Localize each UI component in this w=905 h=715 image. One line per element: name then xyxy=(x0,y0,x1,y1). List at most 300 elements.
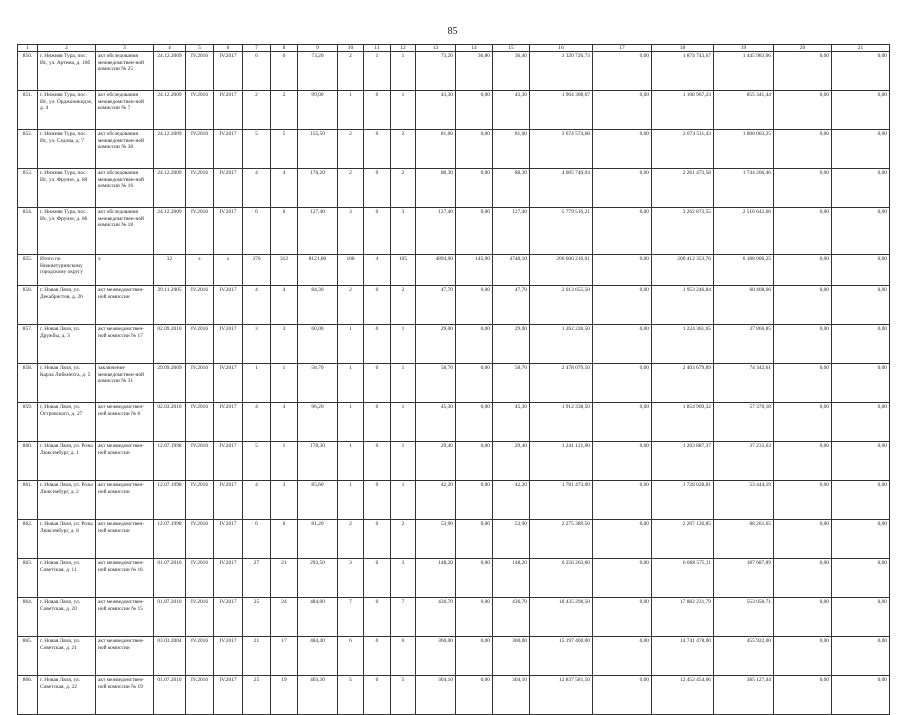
table-cell-col-3: акт межведомствен-ной комиссии xyxy=(96,286,154,325)
table-body xyxy=(18,52,890,715)
table-cell-col-10: 1 xyxy=(338,481,364,520)
table-cell-col-9: 85,60 xyxy=(298,481,338,520)
table-cell-col-3: акт межведомствен-ной комиссии № 15 xyxy=(96,598,154,637)
table-row xyxy=(18,52,890,91)
table-cell-col-9: 127,40 xyxy=(298,208,338,255)
table-cell-col-19: 6 188 006,25 xyxy=(714,255,774,286)
table-cell-col-18: 12 452 454,06 xyxy=(652,676,714,715)
table-cell-col-5: IV.2016 xyxy=(186,52,214,91)
table-cell-col-19: 1 445 983,06 xyxy=(714,52,774,91)
table-cell-col-11: 0 xyxy=(364,169,391,208)
table-cell-col-13: 45,30 xyxy=(416,403,456,442)
table-cell-col-17: 0,00 xyxy=(593,255,652,286)
table-cell-col-4: 24.12.2009 xyxy=(154,91,186,130)
table-cell-col-10: 2 xyxy=(338,286,364,325)
table-cell-col-8: 312 xyxy=(271,255,298,286)
table-cell-col-7: 4 xyxy=(243,169,271,208)
table-cell-col-11: 0 xyxy=(364,208,391,255)
table-cell-col-19: 455 922,00 xyxy=(714,637,774,676)
table-cell-col-12: 1 xyxy=(391,325,416,364)
table-row xyxy=(18,559,890,598)
table-cell-col-5: IV.2016 xyxy=(186,91,214,130)
table-cell-col-6: IV.2017 xyxy=(214,52,243,91)
table-cell-col-14: 0,00 xyxy=(456,286,493,325)
table-cell-col-10: 2 xyxy=(338,130,364,169)
table-cell-col-20: 0,00 xyxy=(774,520,832,559)
table-cell-col-21: 0,00 xyxy=(832,637,890,676)
table-cell-col-15: 53,90 xyxy=(493,520,530,559)
table-cell-col-14: 0,00 xyxy=(456,520,493,559)
column-header-6: 6 xyxy=(214,45,243,52)
table-row xyxy=(18,130,890,169)
table-cell-col-2: г. Новая Ляля, ул. Советская, д. 21 xyxy=(38,637,96,676)
table-cell-col-9: 60,00 xyxy=(298,325,338,364)
table-cell-col-4: 24.12.2009 xyxy=(154,52,186,91)
table-cell-col-12: 105 xyxy=(391,255,416,286)
column-header-3: 3 xyxy=(96,45,154,52)
table-cell-col-4: 24.12.2009 xyxy=(154,208,186,255)
table-cell-col-12: 1 xyxy=(391,52,416,91)
table-cell-col-21: 0,00 xyxy=(832,286,890,325)
table-cell-col-15: 304,10 xyxy=(493,676,530,715)
table-cell-col-18: 14 741 478,00 xyxy=(652,637,714,676)
table-cell-col-8: 19 xyxy=(271,676,298,715)
table-cell-col-13: 43,30 xyxy=(416,91,456,130)
table-cell-col-20: 0,00 xyxy=(774,637,832,676)
table-cell-col-17: 0,00 xyxy=(593,481,652,520)
table-cell-col-15: 45,30 xyxy=(493,403,530,442)
table-cell-col-19: 53 444,19 xyxy=(714,481,774,520)
table-cell-col-19: 187 687,89 xyxy=(714,559,774,598)
table-cell-col-8: 1 xyxy=(271,364,298,403)
table-cell-col-15: 127,40 xyxy=(493,208,530,255)
table-cell-col-7: 5 xyxy=(243,442,271,481)
table-cell-col-4: 01.07.2010 xyxy=(154,598,186,637)
table-cell-col-1: 856. xyxy=(18,286,38,325)
table-cell-col-1: 865. xyxy=(18,637,38,676)
table-cell-col-17: 0,00 xyxy=(593,91,652,130)
table-cell-col-15: 29,40 xyxy=(493,442,530,481)
housing-table xyxy=(17,44,890,715)
table-row xyxy=(18,403,890,442)
table-cell-col-18: 200 412 353,76 xyxy=(652,255,714,286)
table-cell-col-20: 0,00 xyxy=(774,364,832,403)
table-cell-col-15: 4748,10 xyxy=(493,255,530,286)
table-cell-col-2: г. Новая Ляля, ул. Советская, д. 20 xyxy=(38,598,96,637)
table-cell-col-10: 1 xyxy=(338,403,364,442)
table-cell-col-17: 0,00 xyxy=(593,637,652,676)
table-cell-col-9: 58,70 xyxy=(298,364,338,403)
table-cell-col-12: 6 xyxy=(391,637,416,676)
column-header-1: 1 xyxy=(18,45,38,52)
table-cell-col-9: 403,30 xyxy=(298,676,338,715)
table-cell-col-3: акт обследования межведомствен-ной комиссии № 38 xyxy=(96,130,154,169)
table-cell-col-4: 12.07.1998 xyxy=(154,481,186,520)
table-cell-col-5: IV.2016 xyxy=(186,130,214,169)
table-cell-col-10: 2 xyxy=(338,169,364,208)
table-cell-col-5: IV.2016 xyxy=(186,364,214,403)
table-cell-col-16: 1 912 338,50 xyxy=(530,403,593,442)
column-header-17: 17 xyxy=(593,45,652,52)
table-cell-col-15: 36,40 xyxy=(493,52,530,91)
table-cell-col-15: 436,70 xyxy=(493,598,530,637)
table-cell-col-3: акт обследования межведомствен-ной комиссии № 18 xyxy=(96,208,154,255)
table-cell-col-19: 553 058,71 xyxy=(714,598,774,637)
column-header-18: 18 xyxy=(652,45,714,52)
table-cell-col-16: 1 781 473,00 xyxy=(530,481,593,520)
table-cell-col-15: 43,30 xyxy=(493,91,530,130)
table-cell-col-20: 0,00 xyxy=(774,91,832,130)
table-cell-col-17: 0,00 xyxy=(593,676,652,715)
table-cell-col-6: IV.2017 xyxy=(214,286,243,325)
table-cell-col-19: 385 127,44 xyxy=(714,676,774,715)
table-cell-col-16: 206 600 210,01 xyxy=(530,255,593,286)
table-cell-col-8: 6 xyxy=(271,52,298,91)
table-cell-col-13: 304,10 xyxy=(416,676,456,715)
table-cell-col-8: 2 xyxy=(271,91,298,130)
table-cell-col-8: 3 xyxy=(271,325,298,364)
table-cell-col-13: 127,40 xyxy=(416,208,456,255)
table-cell-col-2: г. Новая Ляля, ул. Розы Люксембург, д. 8 xyxy=(38,520,96,559)
table-cell-col-7: 6 xyxy=(243,52,271,91)
table-cell-col-19: 855 341,44 xyxy=(714,91,774,130)
table-cell-col-20: 0,00 xyxy=(774,403,832,442)
table-cell-col-3: х xyxy=(96,255,154,286)
table-cell-col-2: г. Новая Ляля, ул. Карла Либкнехта, д. 5 xyxy=(38,364,96,403)
table-cell-col-15: 360,00 xyxy=(493,637,530,676)
table-cell-col-1: 863. xyxy=(18,559,38,598)
column-header-11: 11 xyxy=(364,45,391,52)
table-cell-col-14: 0,00 xyxy=(456,598,493,637)
table-cell-col-13: 436,70 xyxy=(416,598,456,637)
table-cell-col-12: 1 xyxy=(391,403,416,442)
table-cell-col-15: 58,70 xyxy=(493,364,530,403)
table-cell-col-9: 84,30 xyxy=(298,286,338,325)
table-cell-col-3: заключение межведомствен-ной комиссии № 31 xyxy=(96,364,154,403)
table-cell-col-20: 0,00 xyxy=(774,325,832,364)
table-cell-col-14: 0,00 xyxy=(456,559,493,598)
table-cell-col-5: IV.2016 xyxy=(186,286,214,325)
table-cell-col-16: 2 275 389,50 xyxy=(530,520,593,559)
column-header-5: 5 xyxy=(186,45,214,52)
table-cell-col-7: 4 xyxy=(243,403,271,442)
table-cell-col-2: г. Нижняя Тура, пос. Ис, ул. Седова, д. 7 xyxy=(38,130,96,169)
table-cell-col-16: 1 964 308,67 xyxy=(530,91,593,130)
table-cell-col-2: г. Новая Ляля, ул. Советская, д. 22 xyxy=(38,676,96,715)
table-cell-col-16: 12 837 581,50 xyxy=(530,676,593,715)
table-cell-col-11: 0 xyxy=(364,481,391,520)
table-cell-col-17: 0,00 xyxy=(593,286,652,325)
table-cell-col-12: 1 xyxy=(391,364,416,403)
table-cell-col-5: IV.2016 xyxy=(186,208,214,255)
table-cell-col-15: 88,30 xyxy=(493,169,530,208)
table-cell-col-9: 293,50 xyxy=(298,559,338,598)
table-cell-col-17: 0,00 xyxy=(593,403,652,442)
table-cell-col-16: 6 256 263,00 xyxy=(530,559,593,598)
table-cell-col-14: 0,00 xyxy=(456,208,493,255)
table-cell-col-3: акт межведомствен-ной комиссии № 17 xyxy=(96,325,154,364)
table-cell-col-5: IV.2016 xyxy=(186,442,214,481)
table-cell-col-7: 3 xyxy=(243,325,271,364)
table-cell-col-19: 2 516 642,66 xyxy=(714,208,774,255)
table-cell-col-21: 0,00 xyxy=(832,130,890,169)
table-cell-col-16: 5 779 516,21 xyxy=(530,208,593,255)
table-cell-col-9: 73,20 xyxy=(298,52,338,91)
table-cell-col-9: 484,40 xyxy=(298,637,338,676)
table-cell-col-18: 2 074 511,43 xyxy=(652,130,714,169)
table-cell-col-1: 857. xyxy=(18,325,38,364)
table-cell-col-13: 148,20 xyxy=(416,559,456,598)
table-cell-col-7: 376 xyxy=(243,255,271,286)
table-cell-col-13: 29,40 xyxy=(416,442,456,481)
table-cell-col-16: 18 435 290,50 xyxy=(530,598,593,637)
table-cell-col-5: IV.2016 xyxy=(186,520,214,559)
table-cell-col-4: 29.11.2005 xyxy=(154,286,186,325)
table-cell-col-6: IV.2017 xyxy=(214,130,243,169)
table-cell-col-1: 858. xyxy=(18,364,38,403)
table-row xyxy=(18,364,890,403)
table-cell-col-2: г. Новая Ляля, ул. Советская, д. 11 xyxy=(38,559,96,598)
table-cell-col-12: 1 xyxy=(391,481,416,520)
table-cell-col-7: 25 xyxy=(243,598,271,637)
table-cell-col-1: 866. xyxy=(18,676,38,715)
table-cell-col-6: IV.2017 xyxy=(214,520,243,559)
column-header-4: 4 xyxy=(154,45,186,52)
table-cell-col-3: акт межведомствен-ной комиссии № 6 xyxy=(96,403,154,442)
table-cell-col-13: 29,00 xyxy=(416,325,456,364)
table-cell-col-13: 4894,00 xyxy=(416,255,456,286)
table-cell-col-18: 2 207 126,85 xyxy=(652,520,714,559)
table-cell-col-12: 1 xyxy=(391,91,416,130)
table-cell-col-18: 2 261 473,58 xyxy=(652,169,714,208)
table-cell-col-16: 1 262 228,50 xyxy=(530,325,593,364)
table-cell-col-3: акт межведомствен-ной комиссии xyxy=(96,637,154,676)
table-cell-col-7: 27 xyxy=(243,559,271,598)
table-cell-col-10: 1 xyxy=(338,364,364,403)
table-cell-col-18: 1 224 361,65 xyxy=(652,325,714,364)
table-cell-col-12: 5 xyxy=(391,676,416,715)
table-cell-col-20: 0,00 xyxy=(774,130,832,169)
table-cell-col-13: 47,70 xyxy=(416,286,456,325)
table-cell-col-11: 0 xyxy=(364,598,391,637)
table-cell-col-15: 42,20 xyxy=(493,481,530,520)
table-cell-col-20: 0,00 xyxy=(774,255,832,286)
table-cell-col-1: 862. xyxy=(18,520,38,559)
table-cell-col-8: 4 xyxy=(271,286,298,325)
column-header-21: 21 xyxy=(832,45,890,52)
table-cell-col-9: 8121,80 xyxy=(298,255,338,286)
table-row xyxy=(18,208,890,255)
table-cell-col-13: 73,20 xyxy=(416,52,456,91)
table-cell-col-3: акт обследования межведомствен-ной комиссии № 7 xyxy=(96,91,154,130)
table-cell-col-10: 1 xyxy=(338,325,364,364)
table-cell-col-10: 3 xyxy=(338,559,364,598)
table-cell-col-12: 2 xyxy=(391,520,416,559)
table-cell-col-13: 58,70 xyxy=(416,364,456,403)
table-cell-col-10: 2 xyxy=(338,520,364,559)
table-cell-col-6: х xyxy=(214,255,243,286)
table-cell-col-8: 17 xyxy=(271,637,298,676)
table-cell-col-4: 24.12.2009 xyxy=(154,169,186,208)
table-cell-col-17: 0,00 xyxy=(593,598,652,637)
table-cell-col-20: 0,00 xyxy=(774,598,832,637)
table-cell-col-10: 108 xyxy=(338,255,364,286)
table-cell-col-14: 0,00 xyxy=(456,481,493,520)
table-cell-col-3: акт обследования межведомствен-ной комиссии № 25 xyxy=(96,52,154,91)
table-cell-col-2: г. Нижняя Тура, пос. Ис, ул. Артема, д. 16б xyxy=(38,52,96,91)
table-cell-col-9: 484,00 xyxy=(298,598,338,637)
table-cell-col-4: 01.07.2010 xyxy=(154,676,186,715)
table-cell-col-10: 3 xyxy=(338,208,364,255)
table-cell-col-7: 25 xyxy=(243,676,271,715)
table-cell-col-5: IV.2016 xyxy=(186,598,214,637)
column-header-16: 16 xyxy=(530,45,593,52)
table-cell-col-1: 851. xyxy=(18,91,38,130)
table-cell-col-11: 0 xyxy=(364,364,391,403)
table-cell-col-5: IV.2016 xyxy=(186,559,214,598)
table-cell-col-10: 5 xyxy=(338,676,364,715)
table-cell-col-21: 0,00 xyxy=(832,255,890,286)
table-cell-col-10: 1 xyxy=(338,91,364,130)
table-cell-col-5: IV.2016 xyxy=(186,403,214,442)
table-cell-col-14: 0,00 xyxy=(456,442,493,481)
table-cell-col-17: 0,00 xyxy=(593,169,652,208)
table-cell-col-6: IV.2017 xyxy=(214,559,243,598)
table-row xyxy=(18,637,890,676)
table-cell-col-16: 4 005 740,04 xyxy=(530,169,593,208)
table-cell-col-4: 12.07.1998 xyxy=(154,520,186,559)
table-cell-col-1: 859. xyxy=(18,403,38,442)
table-cell-col-20: 0,00 xyxy=(774,481,832,520)
table-cell-col-19: 74 342,61 xyxy=(714,364,774,403)
table-cell-col-4: 02.03.2010 xyxy=(154,403,186,442)
table-cell-col-14: 0,00 xyxy=(456,637,493,676)
table-cell-col-6: IV.2017 xyxy=(214,364,243,403)
column-header-7: 7 xyxy=(243,45,271,52)
table-cell-col-18: 1 854 969,32 xyxy=(652,403,714,442)
table-cell-col-18: 3 262 873,55 xyxy=(652,208,714,255)
table-cell-col-4: 02.09.2010 xyxy=(154,325,186,364)
table-cell-col-11: 4 xyxy=(364,255,391,286)
table-cell-col-2: Итого по Нижнетуринскому городскому округу xyxy=(38,255,96,286)
table-row xyxy=(18,169,890,208)
table-cell-col-8: 21 xyxy=(271,559,298,598)
table-cell-col-4: 01.07.2010 xyxy=(154,559,186,598)
table-cell-col-19: 68 261,65 xyxy=(714,520,774,559)
table-cell-col-14: 0,00 xyxy=(456,130,493,169)
table-cell-col-3: акт межведомствен-ной комиссии № 16 xyxy=(96,559,154,598)
column-header-10: 10 xyxy=(338,45,364,52)
table-cell-col-11: 0 xyxy=(364,286,391,325)
table-cell-col-19: 1 600 063,25 xyxy=(714,130,774,169)
table-cell-col-14: 0,00 xyxy=(456,325,493,364)
table-row xyxy=(18,442,890,481)
table-cell-col-20: 0,00 xyxy=(774,442,832,481)
table-cell-col-9: 176,20 xyxy=(298,169,338,208)
table-cell-col-21: 0,00 xyxy=(832,325,890,364)
table-cell-col-15: 81,00 xyxy=(493,130,530,169)
table-cell-col-7: 4 xyxy=(243,481,271,520)
table-cell-col-3: акт межведомствен-ной комиссии xyxy=(96,520,154,559)
table-cell-col-17: 0,00 xyxy=(593,52,652,91)
table-cell-col-2: г. Нижняя Тура, пос. Ис, ул. Фрунзе, д. 80 xyxy=(38,169,96,208)
table-cell-col-13: 88,30 xyxy=(416,169,456,208)
table-cell-col-8: 24 xyxy=(271,598,298,637)
table-cell-col-11: 0 xyxy=(364,520,391,559)
table-cell-col-2: г. Новая Ляля, ул. Островского, д. 27 xyxy=(38,403,96,442)
table-cell-col-20: 0,00 xyxy=(774,169,832,208)
column-header-12: 12 xyxy=(391,45,416,52)
table-row xyxy=(18,520,890,559)
table-cell-col-11: 0 xyxy=(364,676,391,715)
table-cell-col-6: IV.2017 xyxy=(214,208,243,255)
table-cell-col-12: 1 xyxy=(391,442,416,481)
table-cell-col-4: 24.12.2009 xyxy=(154,130,186,169)
table-cell-col-21: 0,00 xyxy=(832,676,890,715)
table-cell-col-14: 0,00 xyxy=(456,676,493,715)
table-cell-col-12: 7 xyxy=(391,598,416,637)
table-cell-col-10: 7 xyxy=(338,598,364,637)
table-cell-col-7: 1 xyxy=(243,364,271,403)
table-cell-col-21: 0,00 xyxy=(832,598,890,637)
table-cell-col-16: 2 478 079,50 xyxy=(530,364,593,403)
table-cell-col-6: IV.2017 xyxy=(214,325,243,364)
table-cell-col-2: г. Нижняя Тура, пос. Ис, ул. Орджоникидзе, д. 4 xyxy=(38,91,96,130)
table-cell-col-6: IV.2017 xyxy=(214,403,243,442)
table-cell-col-8: 1 xyxy=(271,442,298,481)
table-cell-col-3: акт межведомствен-ной комиссии xyxy=(96,481,154,520)
table-cell-col-21: 0,00 xyxy=(832,208,890,255)
table-cell-col-9: 81,20 xyxy=(298,520,338,559)
column-header-13: 13 xyxy=(416,45,456,52)
table-cell-col-21: 0,00 xyxy=(832,91,890,130)
table-cell-col-21: 0,00 xyxy=(832,442,890,481)
table-cell-col-6: IV.2017 xyxy=(214,598,243,637)
table-cell-col-20: 0,00 xyxy=(774,208,832,255)
table-cell-col-18: 1 203 887,37 xyxy=(652,442,714,481)
table-cell-col-6: IV.2017 xyxy=(214,442,243,481)
table-cell-col-18: 6 068 575,11 xyxy=(652,559,714,598)
table-cell-col-17: 0,00 xyxy=(593,364,652,403)
table-row xyxy=(18,91,890,130)
table-row xyxy=(18,481,890,520)
table-cell-col-15: 47,70 xyxy=(493,286,530,325)
table-cell-col-2: г. Новая Ляля, ул. Дружбы, д. 3 xyxy=(38,325,96,364)
table-row xyxy=(18,255,890,286)
table-cell-col-5: IV.2016 xyxy=(186,676,214,715)
table-cell-col-11: 0 xyxy=(364,91,391,130)
table-cell-col-5: IV.2016 xyxy=(186,481,214,520)
column-header-20: 20 xyxy=(774,45,832,52)
table-cell-col-13: 53,90 xyxy=(416,520,456,559)
table-cell-col-16: 2 013 655,50 xyxy=(530,286,593,325)
table-cell-col-13: 42,20 xyxy=(416,481,456,520)
table-cell-col-9: 178,30 xyxy=(298,442,338,481)
table-cell-col-8: 6 xyxy=(271,520,298,559)
table-cell-col-3: акт обследования межведомствен-ной комиссии № 16 xyxy=(96,169,154,208)
table-cell-col-18: 1 108 967,23 xyxy=(652,91,714,130)
table-cell-col-21: 0,00 xyxy=(832,169,890,208)
table-cell-col-5: IV.2016 xyxy=(186,169,214,208)
table-cell-col-13: 360,00 xyxy=(416,637,456,676)
table-cell-col-5: х xyxy=(186,255,214,286)
table-cell-col-14: 0,00 xyxy=(456,364,493,403)
table-cell-col-7: 21 xyxy=(243,637,271,676)
table-cell-col-20: 0,00 xyxy=(774,676,832,715)
table-cell-col-19: 60 408,66 xyxy=(714,286,774,325)
table-cell-col-19: 1 744 266,46 xyxy=(714,169,774,208)
table-cell-col-8: 4 xyxy=(271,403,298,442)
